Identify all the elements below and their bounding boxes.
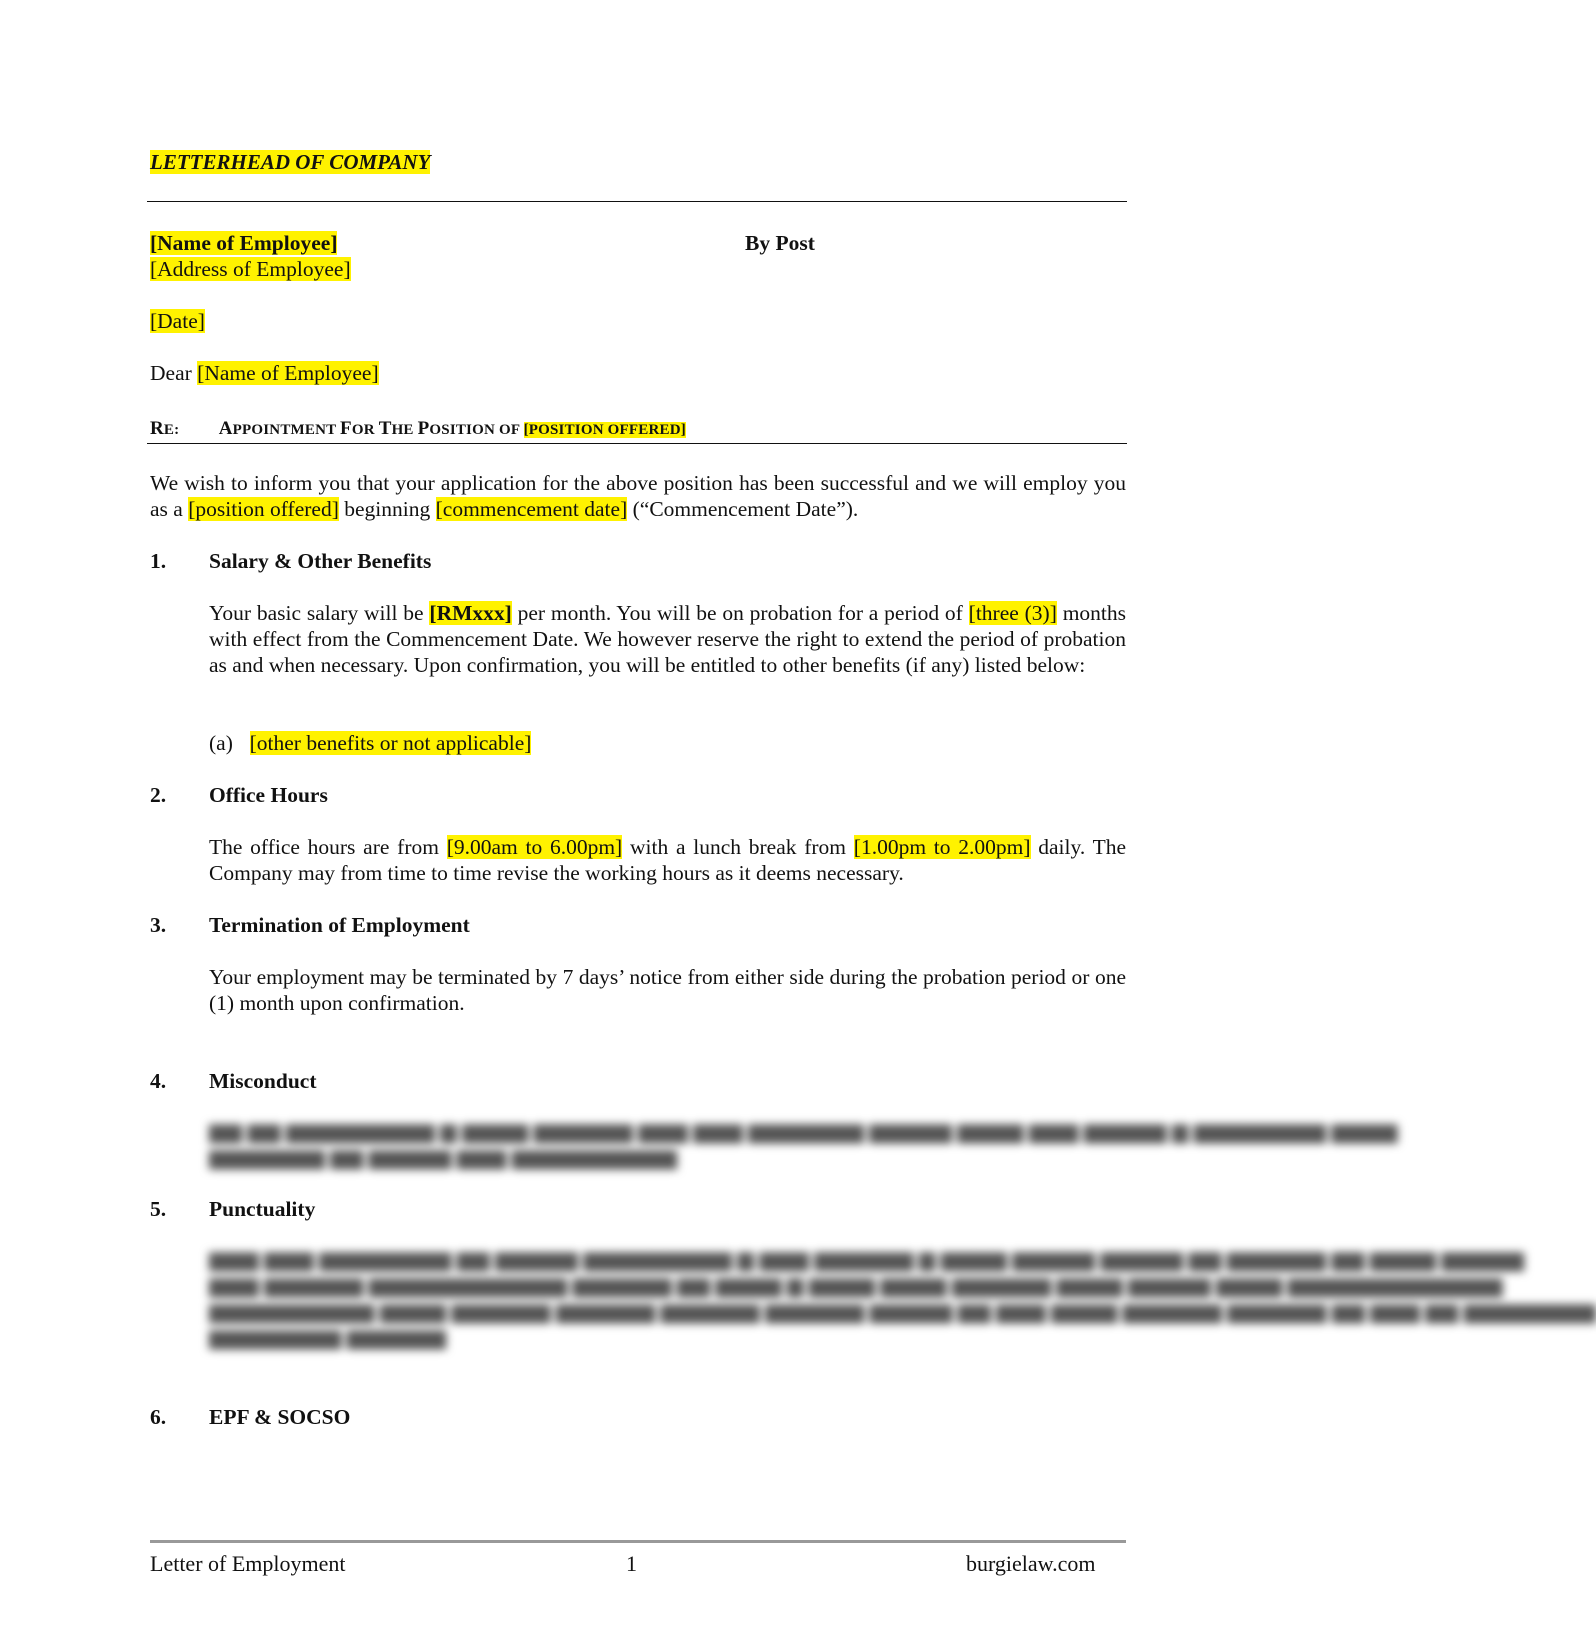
section-3-body: Your employment may be terminated by 7 days’ notice from either side during the probation period or one (1) month upon confirmation. [209, 965, 1126, 1015]
subject-text: APPOINTMENT FOR THE POSITION OF [218, 418, 524, 439]
section-2-title: Office Hours [209, 783, 328, 807]
re-label: RE: [150, 418, 180, 439]
salutation-prefix: Dear [150, 361, 192, 385]
section-2-number: 2. [150, 783, 167, 807]
section-1-title: Salary & Other Benefits [209, 549, 432, 573]
intro-paragraph: We wish to inform you that your application for the above position has been successful and we will employ you as a [position offered] beginning [commencement date] (“Commencement Date”). [150, 471, 1126, 521]
subject-position: [POSITION OFFERED] [523, 422, 686, 438]
section-4-blurred-body [209, 1118, 1398, 1170]
salutation-name: [Name of Employee] [197, 361, 379, 385]
blurred-line: ▆▆▆▆▆▆▆▆▆▆ ▆▆▆▆ ▆▆▆▆▆▆ ▆▆▆▆▆▆ ▆▆▆▆▆▆ ▆▆▆▆▆▆ ▆▆▆▆▆ ▆▆ ▆▆▆ ▆▆▆▆ ▆▆▆▆▆▆ ▆▆▆▆▆▆ ▆▆ ▆▆▆ ▆▆ ▆▆▆▆▆▆▆▆ [209, 1299, 1596, 1323]
blurred-line: ▆▆ ▆▆ ▆▆▆▆▆▆▆▆▆ ▆ ▆▆▆▆ ▆▆▆▆▆▆ ▆▆▆ ▆▆▆ ▆▆▆▆▆▆▆ ▆▆▆▆▆ ▆▆▆▆ ▆▆▆ ▆▆▆▆▆ ▆ ▆▆▆▆▆▆▆▆ ▆▆▆▆ [209, 1119, 1398, 1143]
blurred-line: ▆▆▆ ▆▆▆▆▆▆ ▆▆▆▆▆▆▆▆▆▆▆▆ ▆▆▆▆▆▆ ▆▆ ▆▆▆▆ ▆ ▆▆▆▆ ▆▆▆▆ ▆▆▆▆▆▆ ▆▆▆▆ ▆▆▆▆▆ ▆▆▆▆ ▆▆▆▆▆▆▆▆▆▆▆▆▆ [209, 1273, 1503, 1297]
section-4-title: Misconduct [209, 1069, 317, 1093]
lunch-break: [1.00pm to 2.00pm] [853, 835, 1031, 859]
section-3-title: Termination of Employment [209, 913, 470, 937]
office-hours: [9.00am to 6.00pm] [446, 835, 623, 859]
benefits-item [209, 730, 531, 756]
section-5-blurred-body [209, 1246, 1596, 1350]
subject-divider [147, 443, 1127, 444]
recipient-name: [Name of Employee] [150, 231, 338, 255]
intro-position: [position offered] [188, 497, 339, 521]
salary-amount: [RMxxx] [429, 601, 512, 625]
section-4-number: 4. [150, 1069, 167, 1093]
letter-date: [Date] [150, 309, 205, 333]
blurred-line: ▆▆▆▆▆▆▆ ▆▆ ▆▆▆▆▆ ▆▆▆ ▆▆▆▆▆▆▆▆▆▆ [209, 1145, 677, 1169]
section-6-number: 6. [150, 1405, 167, 1429]
section-1-number: 1. [150, 549, 167, 573]
section-1-body: Your basic salary will be [RMxxx] per month. You will be on probation for a period of [three (3)] months with effect from the Commencement Date. We however reserve the right to extend the period of probation as and when necessary. Upon confirmation, you will be entitled to other benefits (if any) listed below: [209, 601, 1127, 677]
subject-line [150, 418, 686, 440]
section-2-body: The office hours are from [9.00am to 6.00pm] with a lunch break from [1.00pm to 2.00pm] daily. The Company may from time to time revise the working hours as it deems necessary. [209, 835, 1127, 885]
benefits-item-label: (a) [209, 731, 233, 755]
footer-website: burgielaw.com [966, 1551, 1096, 1576]
salutation [150, 360, 379, 386]
letterhead-divider [147, 201, 1127, 202]
footer-divider [150, 1540, 1126, 1543]
section-6-title: EPF & SOCSO [209, 1405, 351, 1429]
section-3-number: 3. [150, 913, 167, 937]
section-5-number: 5. [150, 1197, 167, 1221]
intro-commencement-date: [commencement date] [435, 497, 628, 521]
recipient-address: [Address of Employee] [150, 257, 351, 281]
probation-period: [three (3)] [968, 601, 1057, 625]
footer-page-number: 1 [626, 1551, 637, 1576]
delivery-method: By Post [745, 231, 815, 255]
benefits-item-text: [other benefits or not applicable] [249, 731, 532, 755]
blurred-line: ▆▆▆ ▆▆▆ ▆▆▆▆▆▆▆▆ ▆▆ ▆▆▆▆▆ ▆▆▆▆▆▆▆▆▆ ▆ ▆▆▆ ▆▆▆▆▆▆ ▆ ▆▆▆▆ ▆▆▆▆▆ ▆▆▆▆▆ ▆▆ ▆▆▆▆▆▆ ▆▆ ▆▆▆▆ ▆▆▆▆▆ [209, 1247, 1524, 1271]
section-5-title: Punctuality [209, 1197, 316, 1221]
blurred-line: ▆▆▆▆▆▆▆▆ ▆▆▆▆▆▆ [209, 1325, 446, 1349]
letterhead-text: LETTERHEAD OF COMPANY [150, 150, 431, 174]
footer-document-title: Letter of Employment [150, 1551, 346, 1576]
letterhead [150, 150, 430, 175]
